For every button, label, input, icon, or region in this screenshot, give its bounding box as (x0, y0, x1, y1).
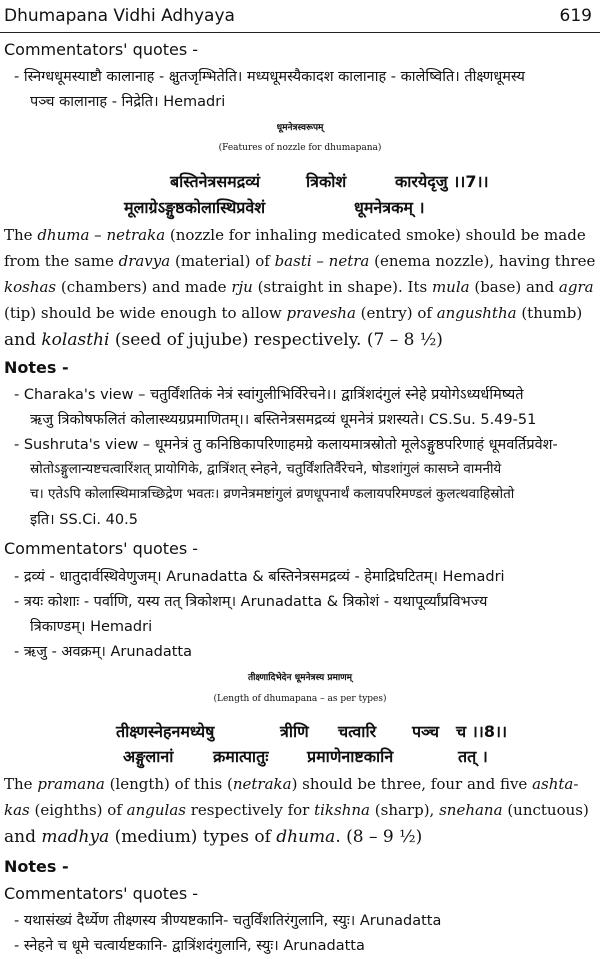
page-header (0, 0, 600, 33)
notes-line: इति। SS.Ci. 40.5 (30, 512, 138, 528)
verse-subtitle: (Features of nozzle for dhumapana) (218, 143, 382, 153)
notes-line: - Charaka's view – चतुर्विंशतिकं नेत्रं स्वांगुलीभिर्विरेचने।। द्वात्रिंशदंगुलं स्नेहे प्रयोगेऽध्यर्धमिष्यते (14, 387, 524, 403)
body-text-line: (tip) should be wide enough to allow pravesha (entry) of angushtha (thumb) (4, 304, 583, 322)
body-text-line: and kolasthi (seed of jujube) respectively. (7 – 8 ½) (4, 330, 443, 350)
notes-line: च। एतेऽपि कोलास्थिमात्रच्छिद्रेण भवतः। व्रणनेत्रमष्टांगुलं व्रणधूपनार्थं कलायपरिमण्डलं कुलत्थवाहिस्रोतो (30, 486, 515, 502)
verse-line: कारयेदृजु ।।7।। (395, 172, 489, 191)
verse-line: प्रमाणेनाष्टकानि (307, 747, 394, 766)
verse-line: त्रिकोशं (306, 172, 347, 191)
verse-line: च ।।8।। (456, 722, 508, 741)
commentator-quote-line: पञ्च कालानाह - निद्रेति। Hemadri (30, 94, 226, 110)
body-text-line: from the same dravya (material) of basti – netra (enema nozzle), having three (4, 252, 596, 270)
verse-heading: तीक्ष्णादिभेदेन धूमनेत्रस्य प्रमाणम् (247, 673, 353, 683)
verse-line: तीक्ष्णस्नेहनमध्येषु (116, 722, 215, 741)
commentator-quote-line: त्रिकाण्डम्। Hemadri (30, 619, 153, 635)
verse-line: तत् । (458, 747, 488, 766)
verse-line: मूलाग्रेऽङ्गुष्ठकोलास्थिप्रवेशं (124, 198, 266, 217)
body-text-line: The pramana (length) of this (netraka) should be three, four and five ashta- (4, 775, 579, 793)
page-number: 619 (559, 6, 592, 26)
verse-line: बस्तिनेत्रसमद्रव्यं (170, 172, 260, 191)
commentator-quote-line: - स्निग्धधूमस्याष्टौ कालानाह - क्षुतजृम्भितेति। मध्यधूमस्यैकादश कालानाह - कालेष्विति। तीक्ष्णधूमस्य (14, 69, 525, 85)
commentator-quote-line: - त्रयः कोशाः - पर्वाणि, यस्य तत् त्रिकोशम्। Arunadatta & त्रिकोशं - यथापूर्व्यांप्रविभज्य (14, 594, 488, 610)
verse-line: धूमनेत्रकम् । (354, 198, 425, 217)
notes-label: Notes - (4, 857, 69, 876)
verse-subtitle: (Length of dhumapana – as per types) (213, 694, 387, 704)
commentators-quotes-label: Commentators' quotes - (4, 40, 199, 59)
verse-heading: धूमनेत्रस्वरूपम् (276, 123, 324, 133)
commentators-quotes-label: Commentators' quotes - (4, 884, 199, 903)
verse-line: अङ्गुलानां (123, 747, 174, 766)
body-text-line: The dhuma – netraka (nozzle for inhaling medicated smoke) should be made (4, 226, 586, 244)
notes-line: स्रोतोऽङ्गुलान्यष्टचत्वारिंशत् प्रायोगिके, द्वात्रिंशत् स्नेहने, चतुर्विंशतिर्वैरेचने, षोडशांगुलं कासघ्ने वामनीये (30, 461, 502, 477)
commentator-quote-line: - ऋजु - अवक्रम्। Arunadatta (14, 644, 192, 660)
commentator-quote-line: - स्नेहने च धूमे चत्वार्यष्टकानि- द्वात्रिंशदंगुलानि, स्युः। Arunadatta (14, 938, 365, 954)
body-text-line: and madhya (medium) types of dhuma. (8 – 9 ½) (4, 827, 423, 847)
notes-line: ऋजु त्रिकोषफलितं कोलास्थ्यग्रप्रमाणितम्।। बस्तिनेत्रसमद्रव्यं धूमनेत्रं प्रशस्यते। CS.Su. 5.49-51 (30, 412, 537, 428)
commentators-quotes-label: Commentators' quotes - (4, 539, 199, 558)
commentator-quote-line: - यथासंख्यं दैर्ध्येण तीक्ष्णस्य त्रीण्यष्टकानि- चतुर्विंशतिरंगुलानि, स्युः। Arunadatta (14, 913, 442, 929)
verse-line: चत्वारि (338, 722, 377, 741)
body-text-line: koshas (chambers) and made rju (straight in shape). Its mula (base) and agra (4, 278, 594, 296)
verse-line: पञ्च (412, 722, 440, 741)
notes-label: Notes - (4, 358, 69, 377)
verse-line: त्रीणि (280, 722, 309, 741)
body-text-line: kas (eighths) of angulas respectively for tikshna (sharp), snehana (unctuous) (4, 801, 589, 819)
running-title: Dhumapana Vidhi Adhyaya (4, 6, 235, 26)
verse-line: क्रमात्पातुः (213, 747, 269, 766)
notes-line: - Sushruta's view – धूमनेत्रं तु कनिष्ठिकापरिणाहमग्रे कलायमात्रस्रोतो मूलेऽङ्गुष्ठपरिणाहं धूमवर्तिप्रवेश- (14, 437, 558, 453)
commentator-quote-line: - द्रव्यं - धातुदार्वस्थिवेणुजम्। Arunadatta & बस्तिनेत्रसमद्रव्यं - हेमाद्रिघटितम्। Hemadri (14, 569, 505, 585)
